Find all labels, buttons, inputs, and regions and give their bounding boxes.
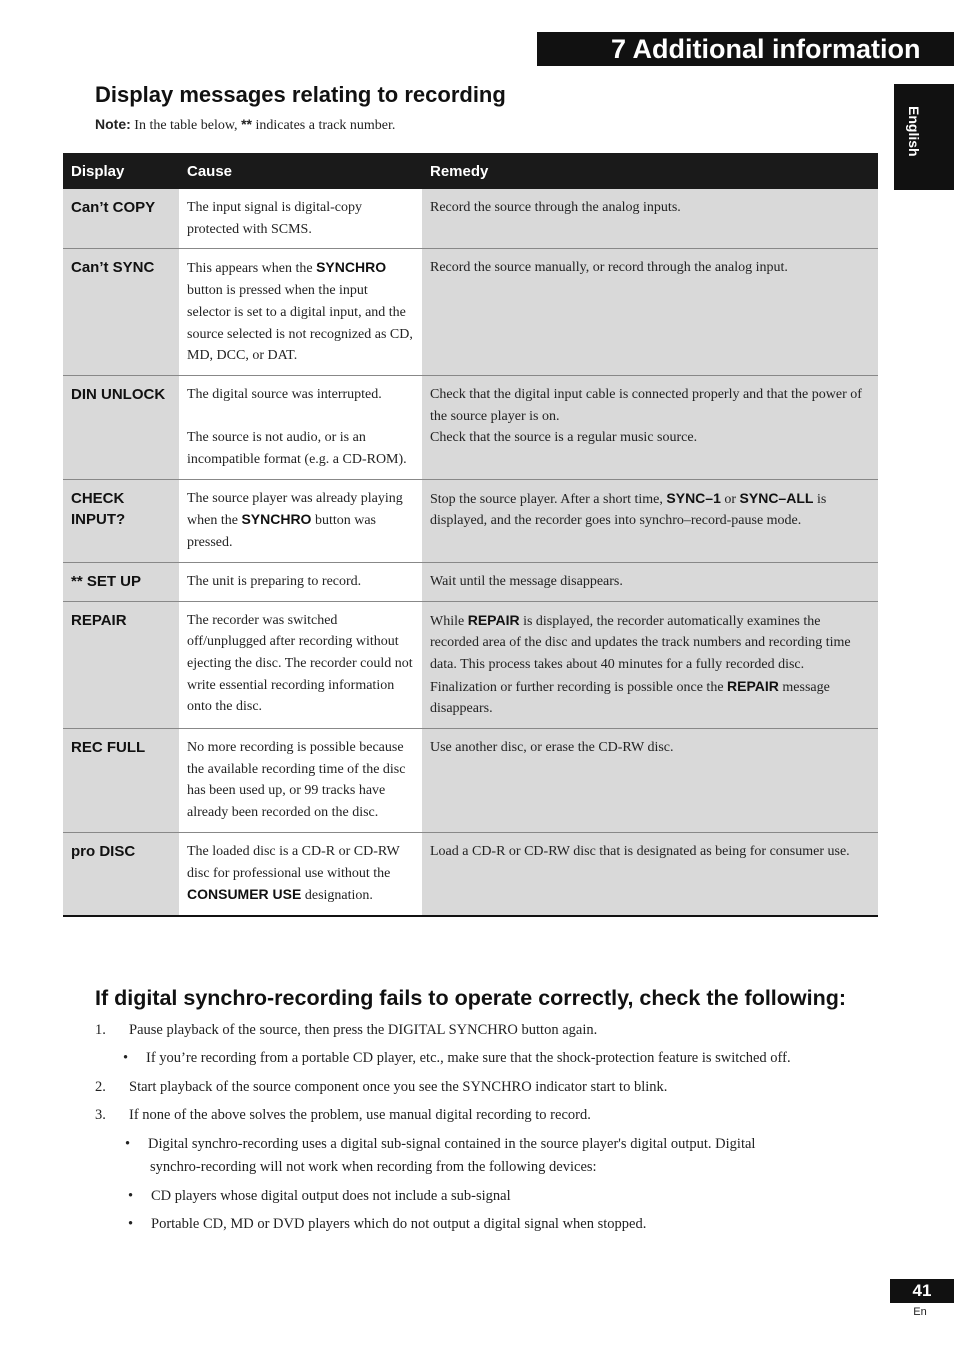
remedy-cell (422, 189, 878, 249)
cause-segment: button is pressed when the input selector is set to a digital input, and the source selected is not recognized as CD, MD, DCC, or DAT. (187, 283, 413, 364)
bullet-sub-signal (125, 1136, 756, 1153)
display-message-cell: Can’t COPY (63, 189, 179, 249)
section-title: Display messages relating to recording (95, 82, 506, 107)
table-row (63, 562, 878, 601)
cause-segment: The source player was already playing when the (187, 490, 403, 529)
cause-segment: The loaded disc is a CD-R or CD-RW disc for professional use without the (187, 843, 400, 881)
remedy-segment: SYNC–1 (666, 489, 721, 506)
bullet-symbol: • (128, 1216, 134, 1232)
note-label: Note: (95, 116, 131, 132)
remedy-segment: or (720, 491, 740, 507)
table-row (63, 189, 878, 249)
remedy-segment: Check that the digital input cable is connected properly and that the power of the source player is on. (430, 386, 862, 424)
remedy-segment: Use another disc, or erase the CD-RW disc. (430, 740, 674, 756)
cause-segment: The unit is preparing to record. (187, 573, 362, 589)
cause-segment: SYNCHRO (241, 511, 312, 528)
remedy-segment: is displayed, and the recorder goes into synchro–record-pause mode. (430, 491, 827, 529)
bullet-symbol: • (123, 1050, 129, 1066)
bullet-sub-signal-continued (150, 1159, 597, 1176)
bullet-sub-signal-text-line-2: synchro-recording will not work when recording from the following devices: (150, 1159, 597, 1175)
bullet-portable-players-text: Portable CD, MD or DVD players which do not output a digital signal when stopped. (151, 1216, 647, 1232)
bullet-symbol: • (128, 1188, 134, 1204)
remedy-segment: is displayed, the recorder automatically examines the recorded area of the disc and updates the track numbers and recording time data. This process takes about 40 minutes for a fully recorded disc. Finalization or further recording is possible once the (430, 613, 851, 695)
table-row (63, 375, 878, 479)
remedy-cell (422, 479, 878, 562)
remedy-segment: Load a CD-R or CD-RW disc that is designated as being for consumer use. (430, 843, 850, 859)
display-message-cell: Can’t SYNC (63, 249, 179, 376)
remedy-segment: While (430, 613, 468, 629)
display-message-cell: DIN UNLOCK (63, 375, 179, 479)
table-row (63, 832, 878, 916)
display-message-cell: REC FULL (63, 729, 179, 833)
table-row (63, 479, 878, 562)
remedy-segment: REPAIR (727, 677, 779, 694)
bullet-cd-players (128, 1188, 511, 1205)
cause-segment: button was pressed. (187, 513, 377, 551)
table-body (63, 189, 878, 916)
cause-cell (179, 189, 422, 249)
cause-segment: SYNCHRO (316, 259, 387, 276)
remedy-cell (422, 562, 878, 601)
note-text-end: indicates a track number. (255, 118, 396, 133)
cause-cell (179, 601, 422, 729)
step-3-text: If none of the above solves the problem, use manual digital recording to record. (129, 1107, 591, 1123)
column-header-cause: Cause (179, 153, 422, 189)
page-number: 41 (890, 1279, 954, 1303)
sync-troubleshooting-title: If digital synchro-recording fails to operate correctly, check the following: (95, 986, 847, 1010)
remedy-cell (422, 729, 878, 833)
table-row (63, 729, 878, 833)
cause-segment: CONSUMER USE (187, 886, 302, 903)
table-row (63, 601, 878, 729)
chapter-title: 7 Additional information (537, 32, 954, 66)
remedy-segment: Stop the source player. After a short time, (430, 491, 667, 507)
bullet-portable-players (128, 1216, 647, 1233)
cause-cell (179, 375, 422, 479)
table-note (95, 116, 395, 134)
language-tab (894, 84, 954, 190)
remedy-segment: Check that the source is a regular music source. (430, 430, 698, 446)
note-text-start: In the table below, (134, 118, 238, 133)
page-language-code: En (913, 1306, 927, 1318)
display-message-cell: ** SET UP (63, 562, 179, 601)
cause-segment: The recorder was switched off/unplugged after recording without ejecting the disc. The recorder could not write essential recording information onto the disc. (187, 612, 413, 715)
bullet-cd-players-text: CD players whose digital output does not include a sub-signal (151, 1188, 511, 1204)
remedy-cell (422, 375, 878, 479)
cause-segment: The digital source was interrupted. (187, 386, 382, 402)
table-header-row (63, 153, 878, 189)
cause-segment: designation. (301, 888, 373, 904)
table-row (63, 249, 878, 376)
remedy-segment: Wait until the message disappears. (430, 573, 623, 589)
remedy-segment: SYNC–ALL (739, 489, 814, 506)
cause-segment: The source is not audio, or is an incompatible format (e.g. a CD-ROM). (187, 430, 407, 468)
cause-cell (179, 729, 422, 833)
display-messages-table (63, 153, 878, 917)
step-2-number: 2. (95, 1079, 106, 1095)
remedy-cell (422, 601, 878, 729)
bullet-shock-protection (123, 1050, 791, 1067)
cause-cell (179, 832, 422, 916)
remedy-cell (422, 249, 878, 376)
cause-segment: This appears when the (187, 261, 317, 277)
language-tab-label: English (906, 106, 922, 157)
remedy-segment: Record the source through the analog inputs. (430, 200, 681, 215)
cause-cell (179, 479, 422, 562)
step-2-text: Start playback of the source component once you see the SYNCHRO indicator start to blink. (129, 1079, 668, 1095)
cause-segment: No more recording is possible because the available recording time of the disc has been used up, or 99 tracks have already been recorded on the disc. (187, 740, 406, 821)
column-header-remedy: Remedy (422, 153, 878, 189)
step-1-number: 1. (95, 1022, 106, 1038)
step-3-number: 3. (95, 1107, 106, 1123)
remedy-segment: Record the source manually, or record through the analog input. (430, 260, 788, 276)
bullet-symbol: • (125, 1136, 131, 1152)
remedy-segment: REPAIR (467, 611, 520, 628)
display-message-cell: REPAIR (63, 601, 179, 729)
bullet-shock-protection-text: If you’re recording from a portable CD player, etc., make sure that the shock-protection feature is switched off. (146, 1050, 791, 1066)
remedy-segment: message disappears. (430, 679, 830, 717)
note-symbol: ** (241, 116, 252, 132)
cause-cell (179, 562, 422, 601)
bullet-sub-signal-text-line-1: Digital synchro-recording uses a digital sub-signal contained in the source player's digital output. Digital (148, 1136, 756, 1152)
display-message-cell: CHECK INPUT? (63, 479, 179, 562)
cause-segment: The input signal is digital-copy protected with SCMS. (187, 200, 362, 237)
cause-cell (179, 249, 422, 376)
column-header-display: Display (63, 153, 179, 189)
step-1-text: Pause playback of the source, then press the DIGITAL SYNCHRO button again. (129, 1022, 598, 1038)
remedy-cell (422, 832, 878, 916)
display-message-cell: pro DISC (63, 832, 179, 916)
